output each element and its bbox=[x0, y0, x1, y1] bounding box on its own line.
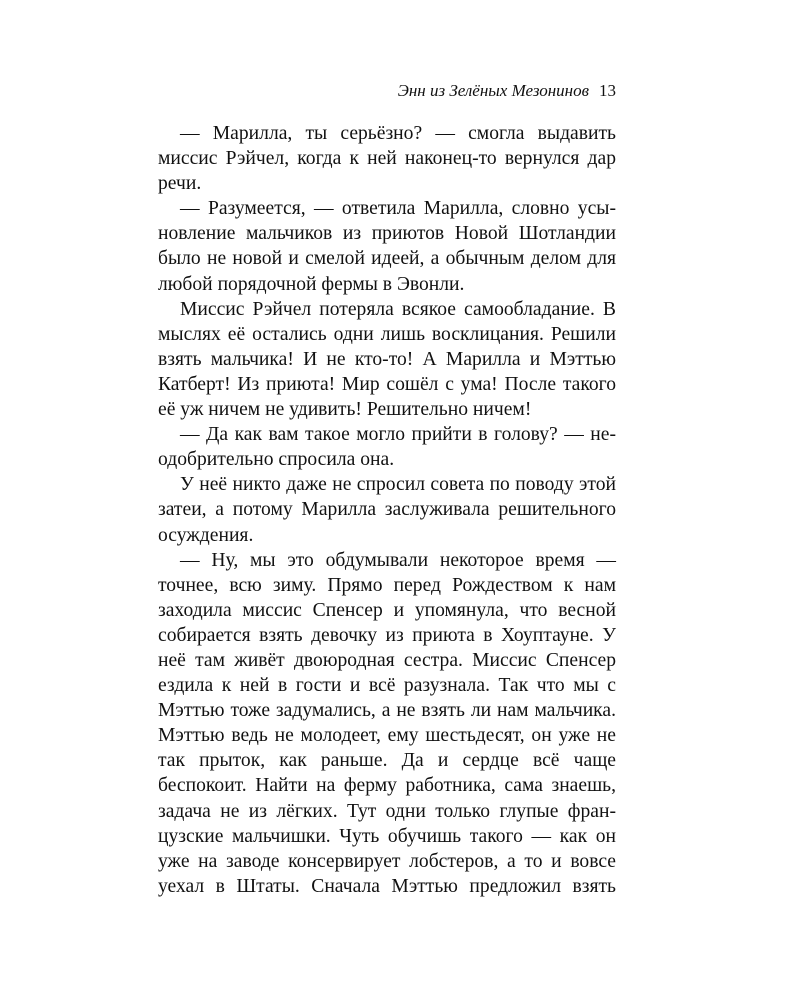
paragraph: Миссис Рэйчел потеряла всякое самообладание. В мыслях её остались одни лишь восклицания. Решили взять мальчика! И не кто-то! А Марилла и Мэттью Катберт! Из приюта! Мир сошёл с ума! После такого её уж ничем не удивить! Решительно ничем! bbox=[158, 298, 616, 421]
paragraph: — Марилла, ты серьёзно? — смогла выдавить миссис Рэйчел, когда к ней наконец-то вернулся дар речи. bbox=[158, 123, 616, 195]
running-header-title: Энн из Зелёных Мезонинов bbox=[397, 81, 589, 100]
page-number: 13 bbox=[599, 81, 616, 100]
paragraph: — Ну, мы это обдумывали некоторое время — точнее, всю зиму. Прямо перед Рождеством к нам заходила миссис Спенсер и упомянула, что весной собирается взять девочку из приюта в Хоуптауне. У неё там живёт двоюродная сестра. Миссис Спенсер ездила к ней в гости и всё разузнала. Так что мы с Мэттью тоже задумались, а не взять ли нам мальчика. Мэттью ведь не молодеет, ему шестьдесят, он уже не так прыток, как раньше. Да и сердце всё чаще беспокоит. Найти на ферму работника, сама знаешь, задача не из лёгких. Тут одни только глупые французские мальчишки. Чуть обучишь такого — как он уже на заводе консервирует лобстеров, а то и вовсе уехал в Штаты. Сначала Мэттью предложил взять bbox=[158, 549, 616, 897]
running-header bbox=[398, 80, 616, 102]
body-text bbox=[158, 121, 616, 899]
paragraph: — Да как вам такое могло прийти в голову? — неодобрительно спросила она. bbox=[158, 424, 616, 471]
paragraph: У неё никто даже не спросил совета по поводу этой затеи, а потому Марилла заслуживала решительного осуждения. bbox=[158, 474, 616, 546]
paragraph: — Разумеется, — ответила Марилла, словно усыновление мальчиков из приютов Новой Шотландии было не новой и смелой идеей, а обычным делом для любой порядочной фермы в Эвонли. bbox=[158, 198, 616, 295]
